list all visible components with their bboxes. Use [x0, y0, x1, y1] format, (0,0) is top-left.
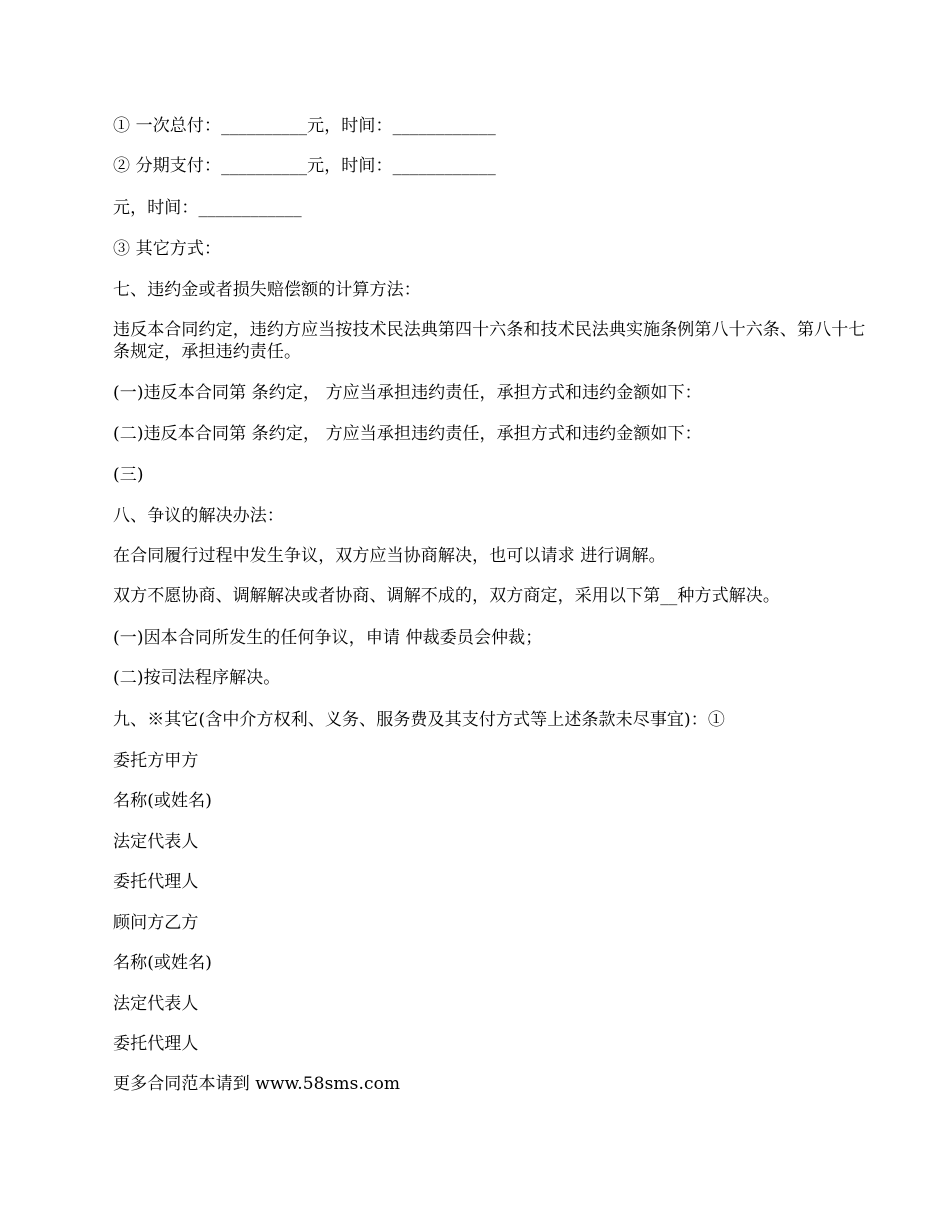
breach-clause-three: (三) — [113, 465, 144, 485]
party-a-label: 委托方甲方 — [113, 751, 199, 771]
breach-clause-two: (二)违反本合同第 条约定， 方应当承担违约责任，承担方式和违约金额如下： — [113, 424, 702, 444]
payment-other-method-line: ③ 其它方式： — [113, 239, 222, 259]
dispute-option-judicial: (二)按司法程序解决。 — [113, 668, 281, 688]
dispute-resolution-method-paragraph: 双方不愿协商、调解解决或者协商、调解不成的，双方商定，采用以下第__种方式解决。 — [113, 586, 780, 606]
section-seven-heading: 七、违约金或者损失赔偿额的计算方法： — [113, 280, 421, 300]
party-a-name-label: 名称(或姓名) — [113, 791, 212, 811]
party-b-label: 顾问方乙方 — [113, 913, 199, 933]
section-eight-heading: 八、争议的解决办法： — [113, 506, 284, 526]
breach-clause-one: (一)违反本合同第 条约定， 方应当承担违约责任，承担方式和违约金额如下： — [113, 383, 702, 403]
party-a-legal-representative-label: 法定代表人 — [113, 832, 199, 852]
payment-installment-continued-line: 元，时间：____________ — [113, 198, 302, 218]
party-a-authorized-agent-label: 委托代理人 — [113, 872, 199, 892]
section-nine-heading: 九、※其它(含中介方权利、义务、服务费及其支付方式等上述条款未尽事宜)：① — [113, 710, 725, 730]
breach-liability-paragraph: 违反本合同约定，违约方应当按技术民法典第四十六条和技术民法典实施条例第八十六条、第八十七条规定，承担违约责任。 — [113, 320, 866, 362]
payment-installment-line: ② 分期支付：__________元，时间：____________ — [113, 156, 496, 176]
party-b-legal-representative-label: 法定代表人 — [113, 994, 199, 1014]
payment-lump-sum-line: ① 一次总付：__________元，时间：____________ — [113, 116, 496, 136]
dispute-mediation-paragraph: 在合同履行过程中发生争议，双方应当协商解决，也可以请求 进行调解。 — [113, 546, 666, 566]
party-b-authorized-agent-label: 委托代理人 — [113, 1034, 199, 1054]
dispute-option-arbitration: (一)因本合同所发生的任何争议，申请 仲裁委员会仲裁； — [113, 628, 543, 648]
footer-more-templates-text: 更多合同范本请到 www.58sms.com — [113, 1074, 401, 1094]
party-b-name-label: 名称(或姓名) — [113, 953, 212, 973]
